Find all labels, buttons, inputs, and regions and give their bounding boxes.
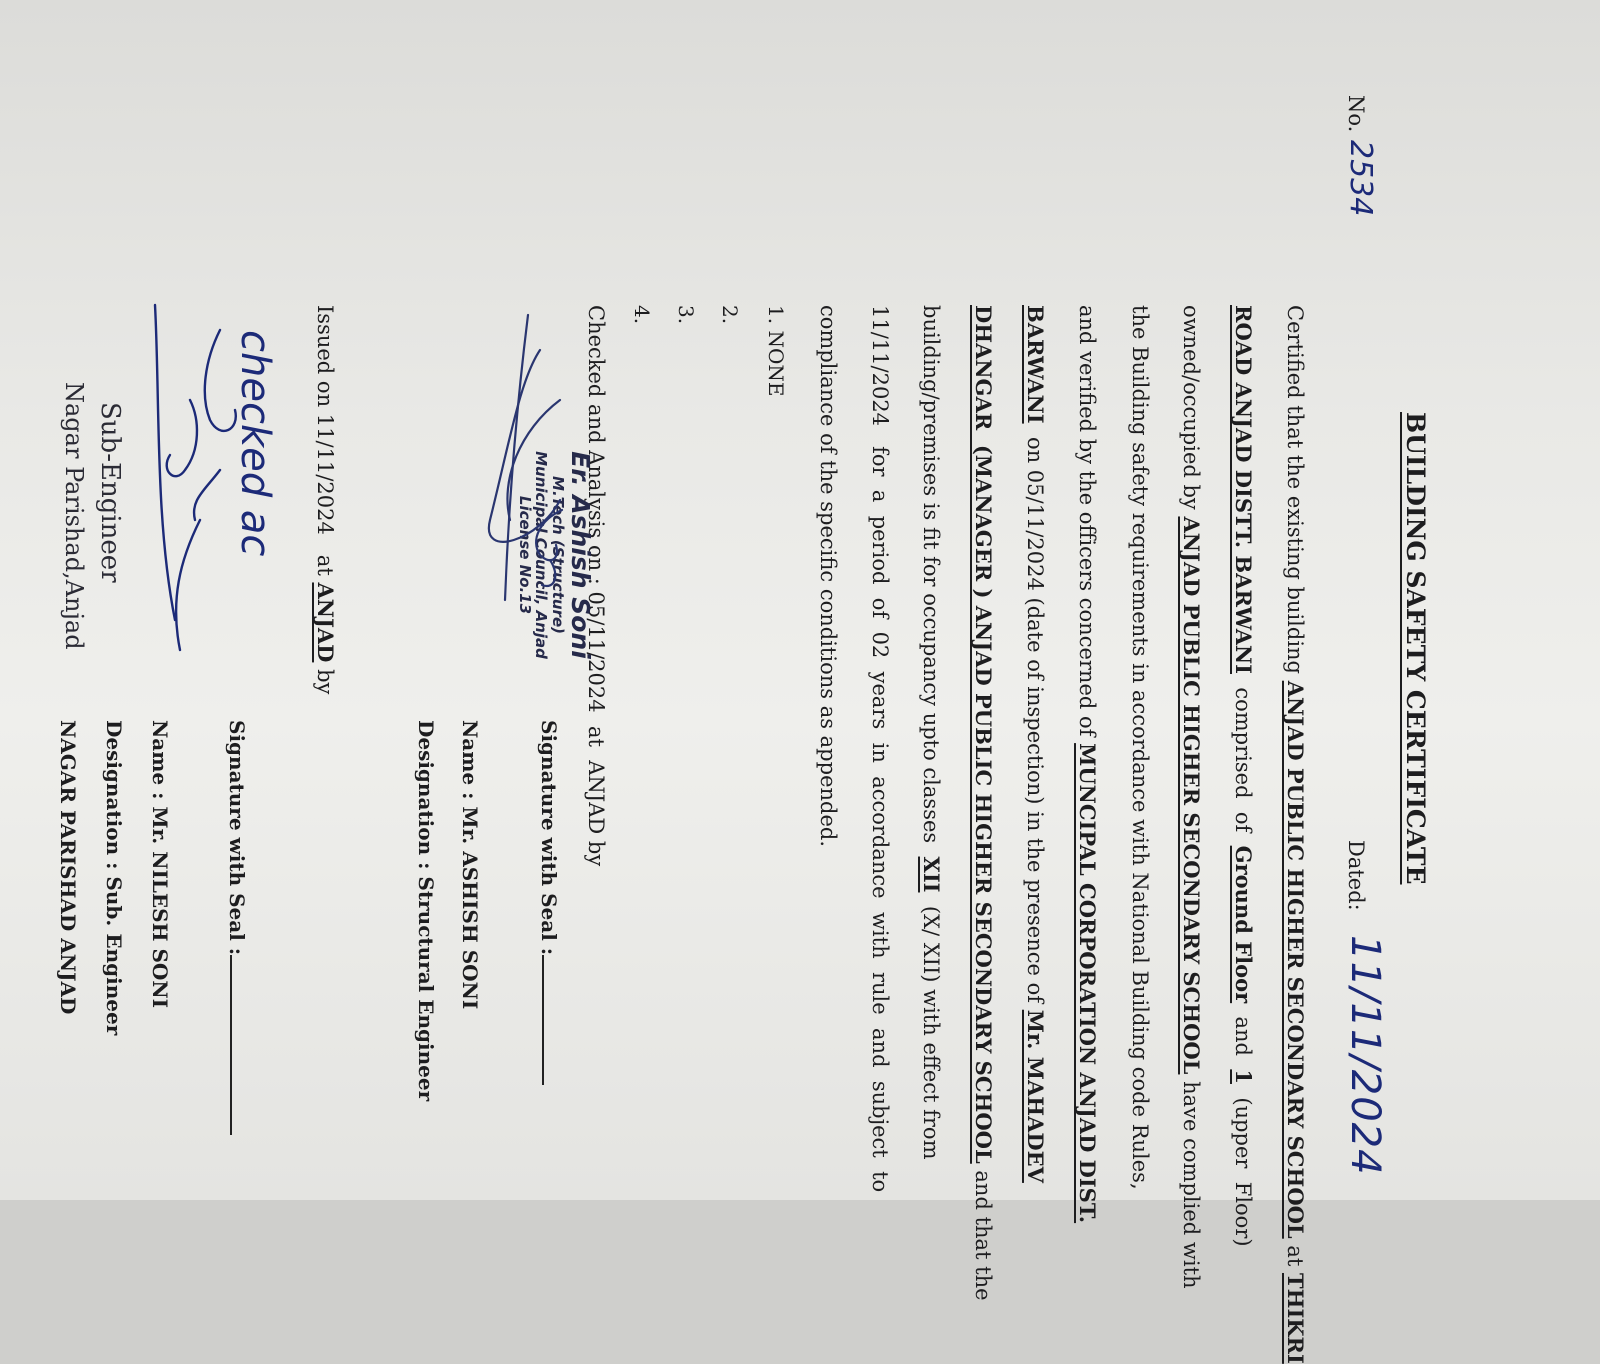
engineer-designation: Designation : Structural Engineer: [414, 720, 438, 1102]
sub-engineer-stamp-org: Nagar Parishad,Anjad: [60, 382, 88, 650]
stamp-license: License No.13: [516, 495, 534, 615]
text-run: at: [1283, 1238, 1307, 1273]
text-run: Certified that the existing building: [1283, 305, 1307, 681]
text-run: building/premises is fit for occupancy upto classes: [919, 305, 943, 857]
floor-ground: Ground Floor: [1231, 845, 1256, 1004]
paragraph-line-6: [1023, 305, 1048, 1183]
paragraph-line-5: [1075, 305, 1100, 1223]
paragraph-line-10: compliance of the specific conditions as appended.: [816, 305, 840, 848]
paragraph-line-2: [1231, 305, 1256, 1247]
engineer-signature-label: Signature with Seal :: [537, 720, 562, 1085]
stamp-qualification: M.Tech (Structure): [549, 476, 567, 634]
text-run: have complied with: [1179, 1074, 1203, 1289]
condition-item: 4.: [630, 305, 654, 325]
sub-engineer-organisation: NAGAR PARISHAD ANJAD: [56, 720, 80, 1015]
text-run: at: [584, 712, 608, 761]
signature-blank: [230, 955, 250, 1135]
handwritten-date: 11/11/2024: [1342, 935, 1388, 1176]
text-run: comprised of: [1231, 674, 1255, 846]
district: BARWANI: [1023, 305, 1048, 424]
stamp-council: Municipal Council, Anjad: [532, 451, 551, 659]
paragraph-line-7: [971, 305, 996, 1301]
paragraph-line-3: [1179, 305, 1204, 1289]
sub-engineer-signature-label: Signature with Seal :: [225, 720, 250, 1135]
checked-date: 05/11/2024: [584, 591, 608, 713]
stamp-name: Er. Ashish Soni: [566, 451, 595, 659]
checked-place: ANJAD: [584, 760, 608, 835]
condition-item: 1. NONE: [764, 305, 788, 397]
sub-engineer-name: Name : Mr. NILESH SONI: [148, 720, 172, 1008]
text-run: owned/occupied by: [1179, 305, 1203, 517]
signature-blank: [542, 955, 562, 1085]
location: THIKRI: [1283, 1272, 1308, 1364]
sub-engineer-stamp-title: Sub-Engineer: [95, 402, 125, 583]
occupant-name: ANJAD PUBLIC HIGHER SECONDARY SCHOOL: [1179, 516, 1204, 1075]
text-run: by: [313, 662, 337, 695]
engineer-name: Name : Mr. ASHISH SONI: [458, 720, 482, 1010]
paragraph-line-9: 11/11/2024 for a period of 02 years in accordance with rule and subject to: [868, 305, 892, 1193]
certificate-number-label: No.: [1344, 95, 1368, 133]
engineer-stamp: [517, 405, 596, 705]
text-run: (upper Floor): [1231, 1083, 1255, 1247]
floor-count: 1: [1231, 1069, 1256, 1084]
text-run: Issued on 11/11/2024 at: [313, 305, 337, 583]
issued-line: [313, 305, 338, 694]
dated-label: Dated:: [1344, 840, 1368, 911]
sub-engineer-designation: Designation : Sub. Engineer: [102, 720, 126, 1036]
condition-item: 2.: [718, 305, 742, 325]
text-run: and: [1231, 1003, 1255, 1070]
school-name: ANJAD PUBLIC HIGHER SECONDARY SCHOOL: [1283, 680, 1308, 1239]
condition-item: 3.: [674, 305, 698, 325]
manager-name: DHANGAR (MANAGER ) ANJAD PUBLIC HIGHER SECONDARY SCHOOL: [971, 305, 996, 1164]
text-run: on 05/11/2024 (date of inspection) in the presence of: [1023, 423, 1047, 1010]
text-run: and verified by the officers concerned of: [1075, 305, 1099, 744]
authority-name: MUNCIPAL CORPORATION ANJAD DIST.: [1075, 743, 1100, 1224]
text-run: by: [584, 834, 608, 867]
paragraph-line-4: the Building safety requirements in accordance with National Building code Rules,: [1128, 305, 1152, 1190]
certificate-title: BUILDING SAFETY CERTIFICATE: [1401, 412, 1430, 885]
handwritten-checked-note: checked ac: [232, 330, 278, 557]
text-run: (X/ XII) with effect from: [919, 892, 943, 1160]
classes-upto: XII: [919, 856, 944, 893]
inspector-presence: Mr. MAHADEV: [1023, 1009, 1048, 1183]
paragraph-line-1: [1283, 305, 1308, 1364]
text-run: Checked and Analysis on :: [584, 305, 608, 592]
handwritten-certificate-number: 2534: [1343, 140, 1378, 217]
issued-place: ANJAD: [313, 582, 338, 663]
address: ROAD ANJAD DISTT. BARWANI: [1231, 305, 1256, 675]
text-run: and that the: [971, 1163, 995, 1301]
paragraph-line-8: [919, 305, 944, 1160]
